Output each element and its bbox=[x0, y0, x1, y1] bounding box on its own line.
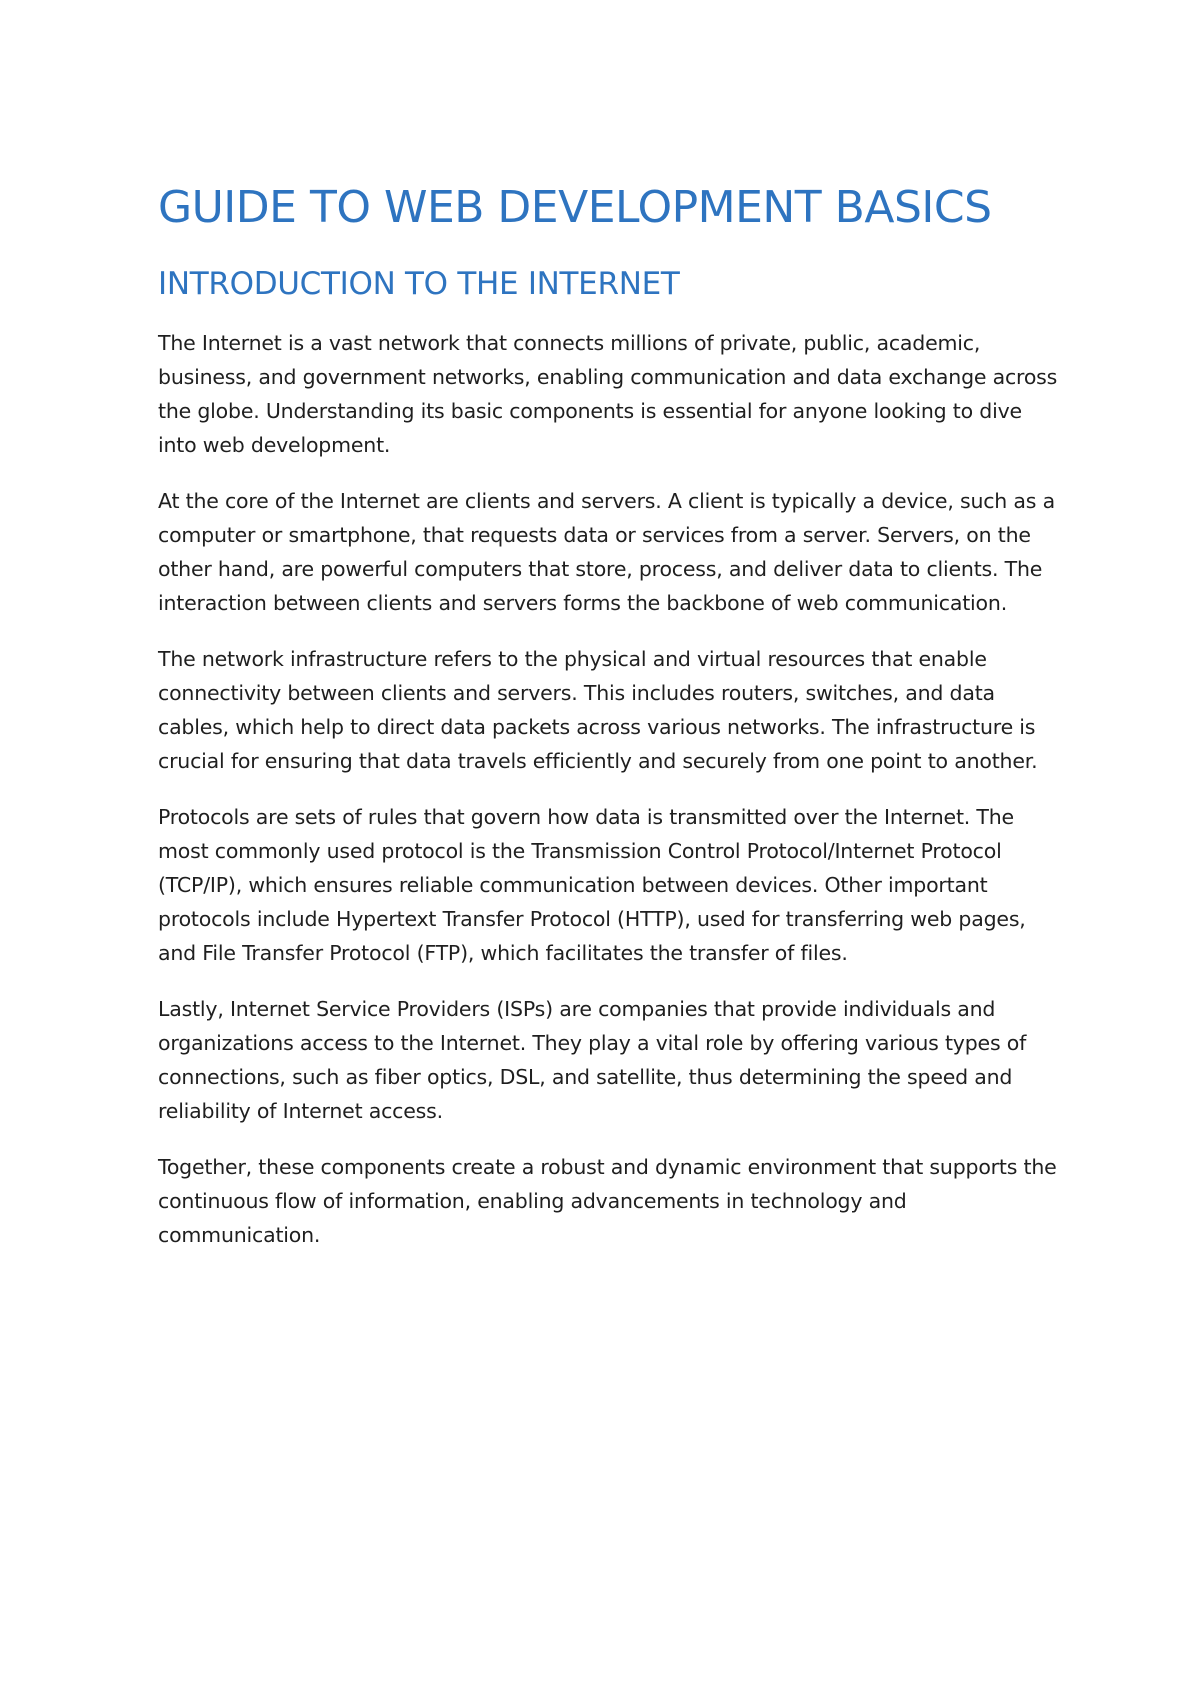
paragraph-network-infrastructure: The network infrastructure refers to the physical and virtual resources that enable connectivity between clients and servers. This includes routers, switches, and data cables, which help to direct data packets across various networks. The infrastructure is crucial for ensuring that data travels efficiently and securely from one point to another. bbox=[158, 647, 1038, 773]
paragraph-protocols: Protocols are sets of rules that govern how data is transmitted over the Internet. The most commonly used protocol is the Transmission Control Protocol/Internet Protocol (TCP/IP), which ensures reliable communication between devices. Other important protocols include Hypertext Transfer Protocol (HTTP), used for transferring web pages, and File Transfer Protocol (FTP), which facilitates the transfer of files. bbox=[158, 805, 1026, 965]
paragraph-isps: Lastly, Internet Service Providers (ISPs) are companies that provide individuals and organizations access to the Internet. They play a vital role by offering various types of connections, such as fiber optics, DSL, and satellite, thus determining the speed and reliability of Internet access. bbox=[158, 997, 1027, 1123]
document-title: GUIDE TO WEB DEVELOPMENT BASICS bbox=[158, 182, 992, 233]
paragraph-intro: The Internet is a vast network that connects millions of private, public, academic, business, and government networks, enabling communication and data exchange across the globe. Understanding its basic components is essential for anyone looking to dive into web development. bbox=[158, 331, 1058, 457]
paragraph-clients-servers: At the core of the Internet are clients and servers. A client is typically a device, such as a computer or smartphone, that requests data or services from a server. Servers, on the other hand, are powerful computers that store, process, and deliver data to clients. The interaction between clients and servers forms the backbone of web communication. bbox=[158, 489, 1055, 615]
section-heading: INTRODUCTION TO THE INTERNET bbox=[158, 266, 680, 302]
document-content bbox=[158, 180, 1058, 1252]
paragraph-conclusion: Together, these components create a robust and dynamic environment that supports the continuous flow of information, enabling advancements in technology and communication. bbox=[158, 1155, 1057, 1247]
